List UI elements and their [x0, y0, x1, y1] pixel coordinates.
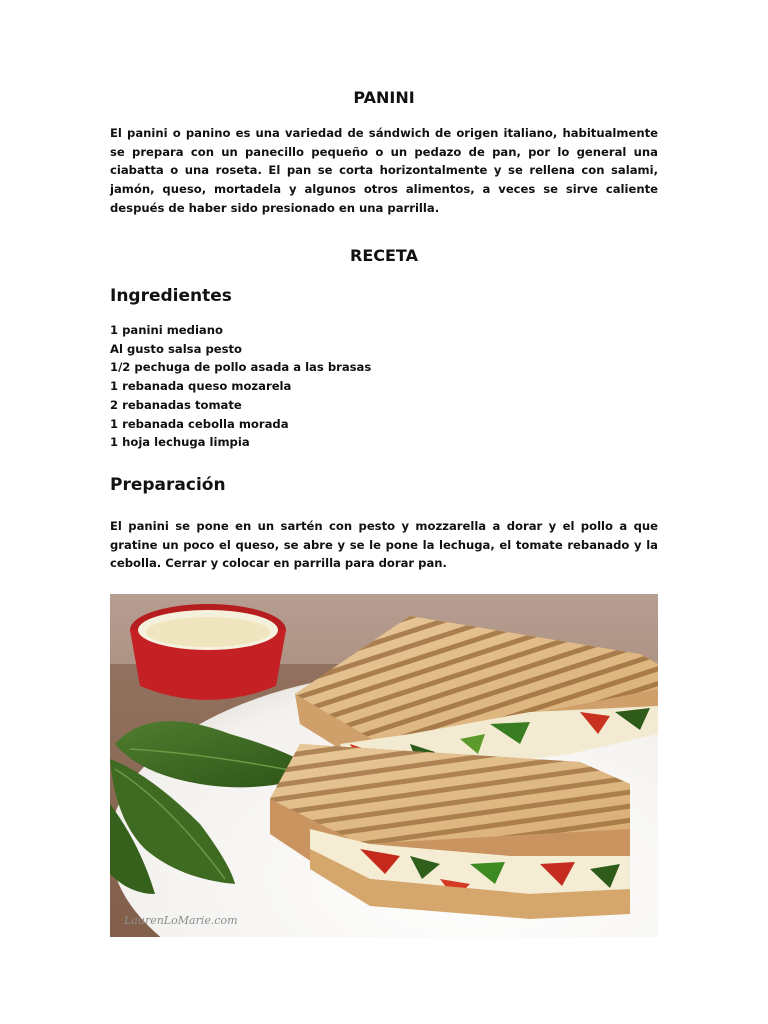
photo-watermark: LaurenLoMarie.com: [124, 914, 238, 927]
intro-paragraph: El panini o panino es una variedad de sándwich de origen italiano, habitualmente se prepara con un panecillo pequeño o un pedazo de pan, por lo general una ciabatta o una roseta. El pan se corta horizontalmente y se rellena con salami, jamón, queso, mortadela y algunos otros alimentos, a veces se sirve caliente después de haber sido presionado en una parrilla.: [110, 126, 658, 215]
ingredient-item: 1 hoja lechuga limpia: [110, 435, 250, 450]
sauce-bowl: [130, 604, 286, 700]
panini-photo: [110, 594, 658, 937]
ingredient-item: 1/2 pechuga de pollo asada a las brasas: [110, 360, 372, 375]
ingredients-heading: Ingredientes: [110, 286, 232, 306]
recipe-title: RECETA: [350, 246, 418, 265]
ingredient-item: 1 rebanada cebolla morada: [110, 416, 289, 431]
ingredient-item: 1 panini mediano: [110, 323, 223, 337]
preparation-paragraph: El panini se pone en un sartén con pesto y mozzarella a dorar y el pollo a que gratine un poco el queso, se abre y se le pone la lechuga, el tomate rebanado y la cebolla. Cerrar y colocar en parrilla para dorar pan.: [110, 519, 658, 571]
page-title: PANINI: [353, 88, 415, 107]
ingredient-item: Al gusto salsa pesto: [110, 341, 243, 356]
ingredient-item: 1 rebanada queso mozarela: [110, 379, 292, 394]
preparation-heading: Preparación: [110, 475, 226, 495]
ingredients-list: [110, 321, 371, 452]
ingredient-item: 2 rebanadas tomate: [110, 397, 242, 412]
